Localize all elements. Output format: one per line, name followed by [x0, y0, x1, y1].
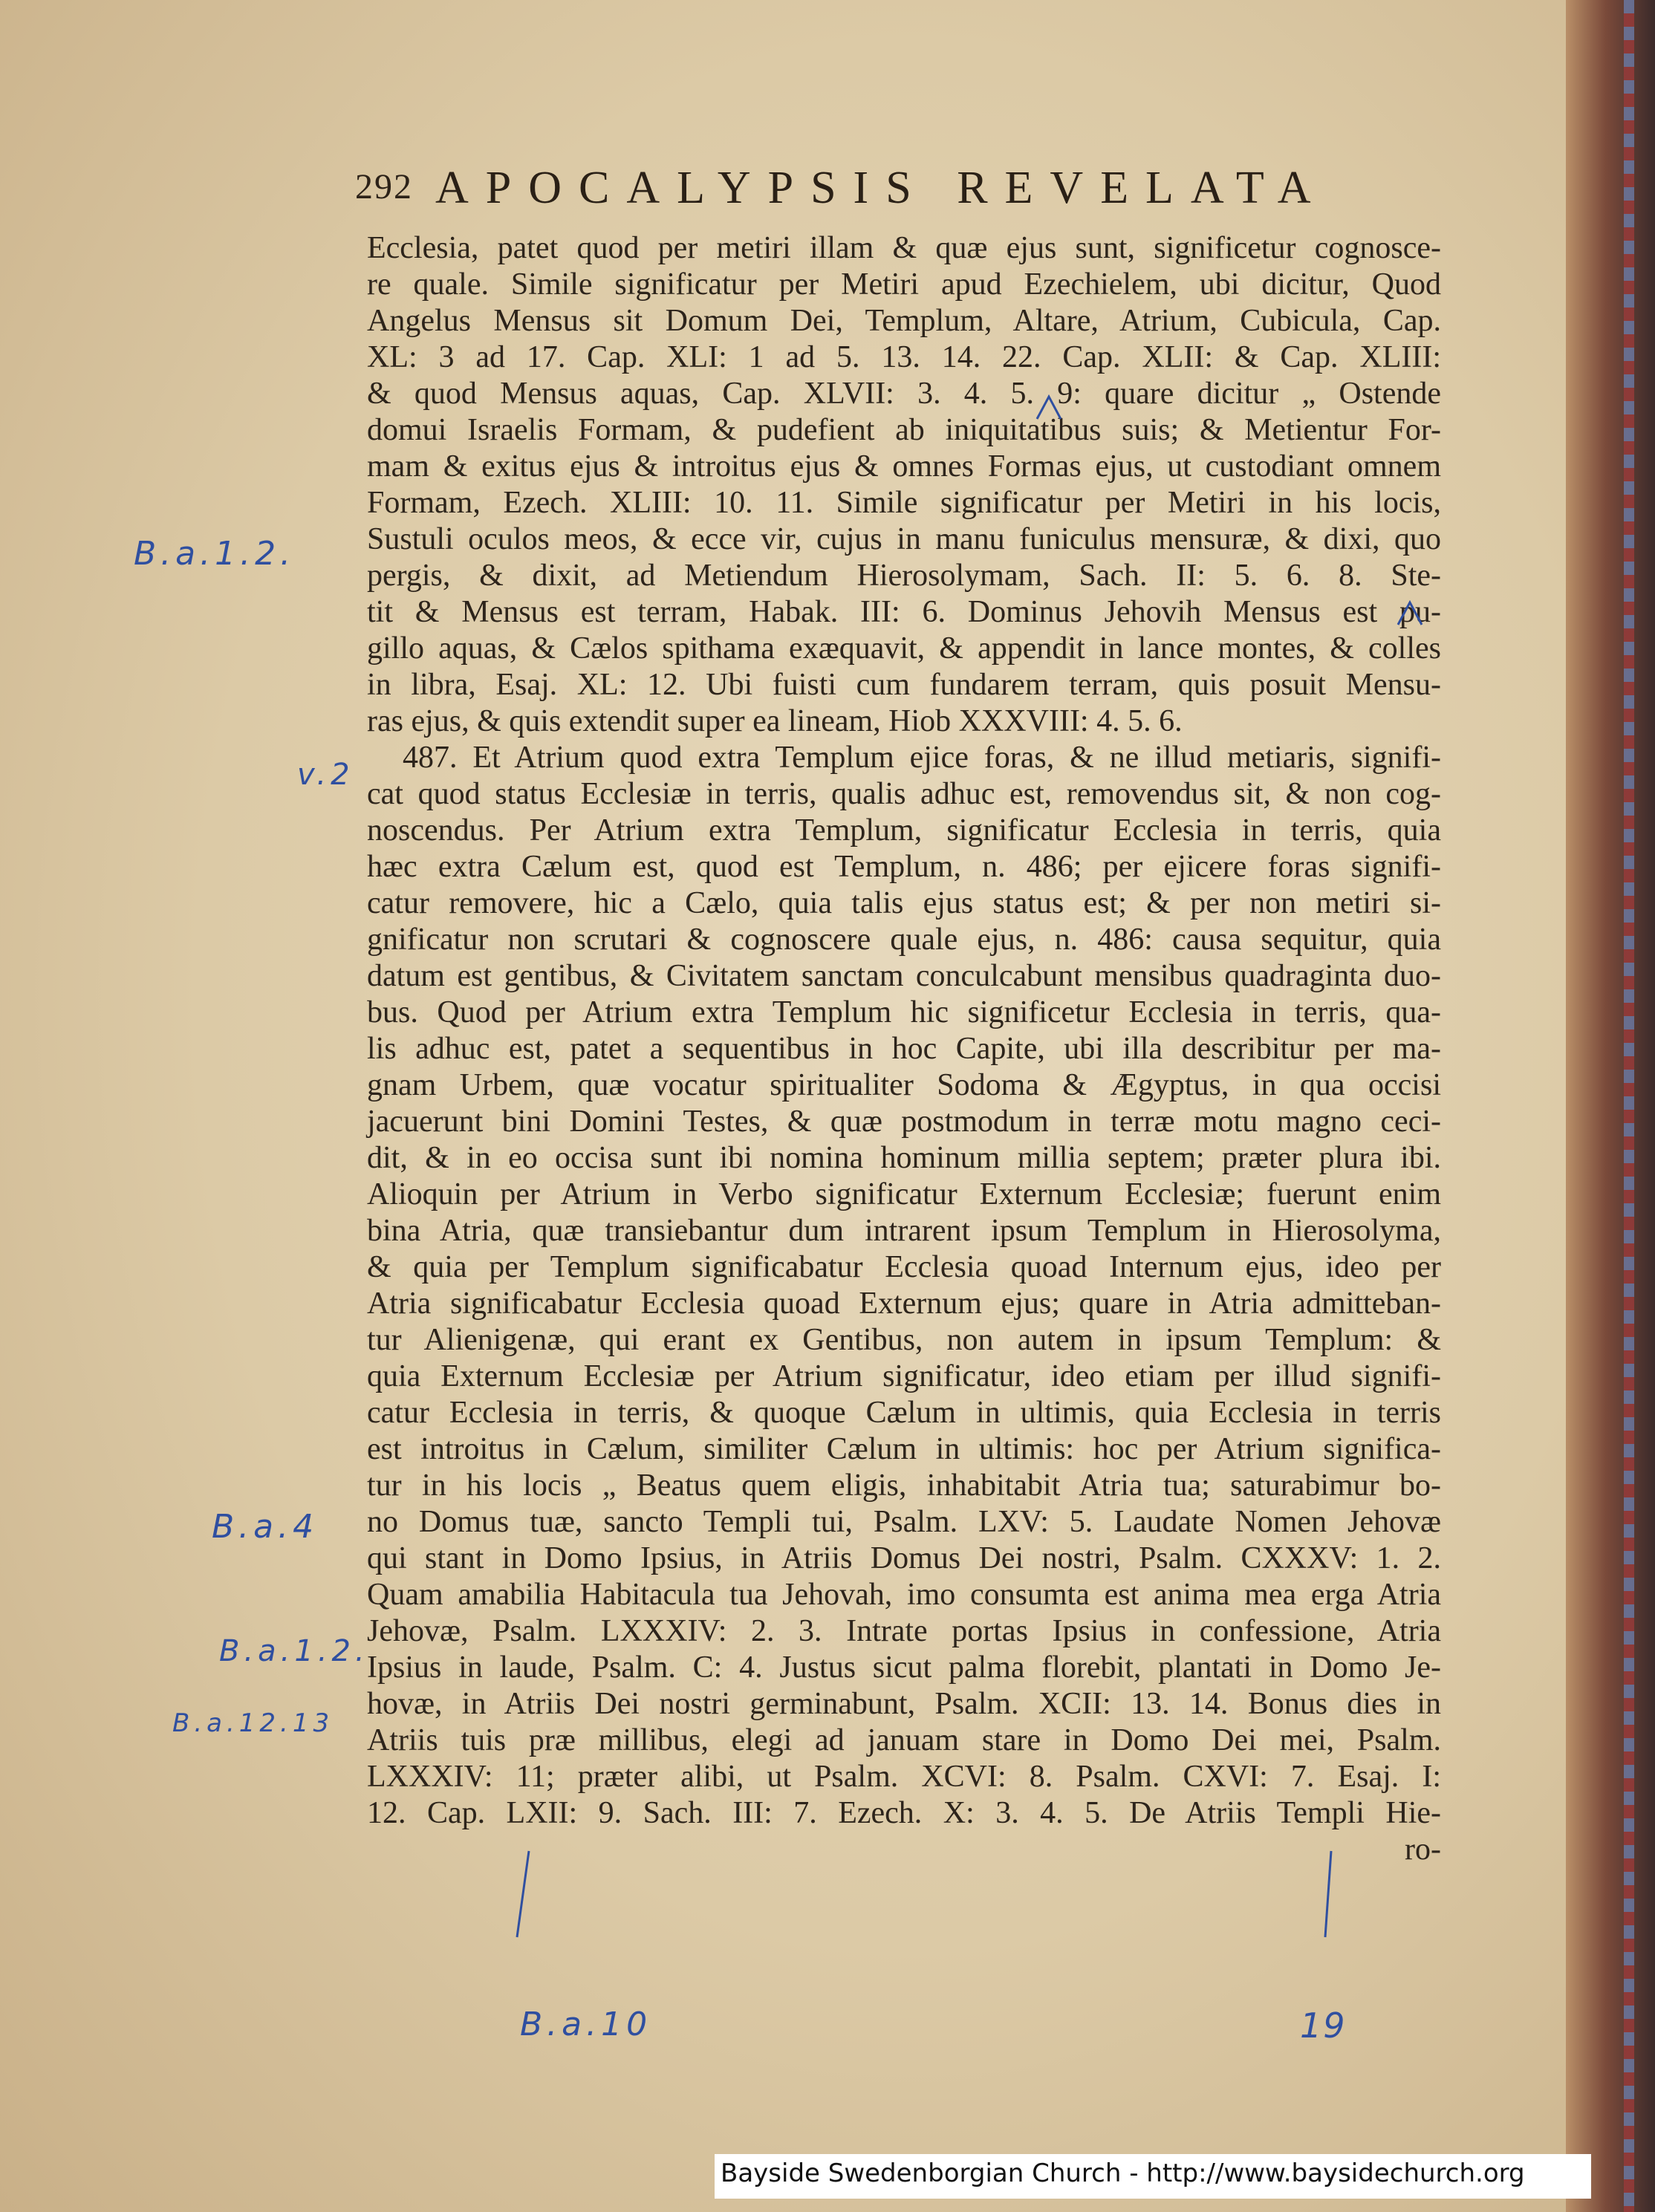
margin-note: B.a.4 — [212, 1508, 319, 1546]
body-text — [367, 230, 1441, 1868]
pencil-caret-mark — [1034, 392, 1064, 422]
text-line: & quod Mensus aquas, Cap. XLVII: 3. 4. 5. 9: quare dicitur „ Ostende — [367, 377, 1441, 411]
text-line: catur Ecclesia in terris, & quoque Cælum in ultimis, quia Ecclesia in terris — [367, 1396, 1441, 1430]
book-spine — [1566, 0, 1655, 2212]
text-line: jacuerunt bini Domini Testes, & quæ postmodum in terræ motu magno ceci- — [367, 1105, 1441, 1139]
text-line: tur Alienigenæ, qui erant ex Gentibus, non autem in ipsum Templum: & — [367, 1323, 1441, 1357]
text-line: Formam, Ezech. XLIII: 10. 11. Simile significatur per Metiri in his locis, — [367, 486, 1441, 520]
footer-credit-bar — [715, 2154, 1591, 2199]
catchword: ro- — [1405, 1832, 1441, 1867]
text-line: tur in his locis „ Beatus quem eligis, inhabitabit Atria tua; saturabimur bo- — [367, 1468, 1441, 1503]
text-line: domui Israelis Formam, & pudefient ab iniquitatibus suis; & Metientur For- — [367, 413, 1441, 447]
text-line: bina Atria, quæ transiebantur dum intrarent ipsum Templum in Hierosolyma, — [367, 1214, 1441, 1248]
text-line: gnam Urbem, quæ vocatur spiritualiter Sodoma & Ægyptus, in qua occisi — [367, 1068, 1441, 1102]
text-line: Atriis tuis præ millibus, elegi ad januam stare in Domo Dei mei, Psalm. — [367, 1723, 1441, 1757]
margin-note: v.2 — [297, 758, 354, 792]
text-line: qui stant in Domo Ipsius, in Atriis Domus Dei nostri, Psalm. CXXXV: 1. 2. — [367, 1541, 1441, 1575]
spine-binding-stripe — [1624, 0, 1634, 2212]
text-line: Ecclesia, patet quod per metiri illam & quæ ejus sunt, significetur cognosce- — [367, 231, 1441, 265]
text-line: noscendus. Per Atrium extra Templum, significatur Ecclesia in terris, quia — [367, 813, 1441, 848]
text-line: datum est gentibus, & Civitatem sanctam conculcabunt mensibus quadraginta duo- — [367, 959, 1441, 993]
text-line: quia Externum Ecclesiæ per Atrium significatur, ideo etiam per illud signifi- — [367, 1359, 1441, 1393]
footer-credit-text: Bayside Swedenborgian Church - http://www.baysidechurch.org — [721, 2159, 1525, 2188]
text-line: 12. Cap. LXII: 9. Sach. III: 7. Ezech. X: 3. 4. 5. De Atriis Templi Hie- — [367, 1796, 1441, 1830]
text-line: mam & exitus ejus & introitus ejus & omnes Formas ejus, ut custodiant omnem — [367, 449, 1441, 484]
page-header — [355, 162, 1425, 214]
text-line: LXXXIV: 11; præter alibi, ut Psalm. XCVI: 8. Psalm. CXVI: 7. Esaj. I: — [367, 1760, 1441, 1794]
text-line: dit, & in eo occisa sunt ibi nomina hominum millia septem; præter plura ibi. — [367, 1141, 1441, 1175]
pencil-stroke-mark — [513, 1850, 535, 1939]
text-line: hæc extra Cælum est, quod est Templum, n. 486; per ejicere foras signifi- — [367, 850, 1441, 884]
text-line: gnificatur non scrutari & cognoscere quale ejus, n. 486: causa sequitur, quia — [367, 923, 1441, 957]
text-line: Sustuli oculos meos, & ecce vir, cujus in manu funiculus mensuræ, & dixi, quo — [367, 522, 1441, 556]
pencil-stroke-mark — [1316, 1850, 1339, 1939]
margin-note: 19 — [1300, 2006, 1347, 2046]
text-line: Ipsius in laude, Psalm. C: 4. Justus sicut palma florebit, plantati in Domo Je- — [367, 1650, 1441, 1685]
text-line: no Domus tuæ, sancto Templi tui, Psalm. LXV: 5. Laudate Nomen Jehovæ — [367, 1505, 1441, 1539]
text-line: pergis, & dixit, ad Metiendum Hierosolymam, Sach. II: 5. 6. 8. Ste- — [367, 559, 1441, 593]
paragraph-start-line: 487. Et Atrium quod extra Templum ejice foras, & ne illud metiaris, signifi- — [403, 741, 1441, 775]
page-number: 292 — [355, 167, 413, 206]
margin-note: B.a.12.13 — [172, 1708, 334, 1738]
text-line: XL: 3 ad 17. Cap. XLI: 1 ad 5. 13. 14. 22. Cap. XLII: & Cap. XLIII: — [367, 340, 1441, 374]
text-line: Alioquin per Atrium in Verbo significatur Externum Ecclesiæ; fuerunt enim — [367, 1177, 1441, 1211]
margin-note: B.a.1.2. — [219, 1634, 369, 1668]
text-line: Angelus Mensus sit Domum Dei, Templum, Altare, Atrium, Cubicula, Cap. — [367, 304, 1441, 338]
running-title: APOCALYPSIS REVELATA — [435, 163, 1328, 213]
margin-note: B.a.1.2. — [134, 535, 296, 573]
text-line: & quia per Templum significabatur Ecclesia quoad Internum ejus, ideo per — [367, 1250, 1441, 1284]
text-line: in libra, Esaj. XL: 12. Ubi fuisti cum fundarem terram, quis posuit Mensu- — [367, 668, 1441, 702]
text-line: bus. Quod per Atrium extra Templum hic significetur Ecclesia in terris, qua- — [367, 995, 1441, 1029]
text-line: cat quod status Ecclesiæ in terris, qualis adhuc est, removendus sit, & non cog- — [367, 777, 1441, 811]
text-line: Quam amabilia Habitacula tua Jehovah, imo consumta est anima mea erga Atria — [367, 1578, 1441, 1612]
text-line: Jehovæ, Psalm. LXXXIV: 2. 3. Intrate portas Ipsius in confessione, Atria — [367, 1614, 1441, 1648]
text-line: gillo aquas, & Cælos spithama exæquavit, & appendit in lance montes, & colles — [367, 631, 1441, 666]
text-line: re quale. Simile significatur per Metiri apud Ezechielem, ubi dicitur, Quod — [367, 267, 1441, 302]
text-line: Atria significabatur Ecclesia quoad Externum ejus; quare in Atria admitteban- — [367, 1286, 1441, 1321]
text-line: ras ejus, & quis extendit super ea lineam, Hiob XXXVIII: 4. 5. 6. — [367, 704, 1183, 738]
margin-note: B.a.10 — [520, 2006, 652, 2043]
text-line: catur removere, hic a Cælo, quia talis ejus status est; & per non metiri si- — [367, 886, 1441, 920]
text-line: lis adhuc est, patet a sequentibus in hoc Capite, ubi illa describitur per ma- — [367, 1032, 1441, 1066]
text-line: hovæ, in Atriis Dei nostri germinabunt, Psalm. XCII: 13. 14. Bonus dies in — [367, 1687, 1441, 1721]
text-line: tit & Mensus est terram, Habak. III: 6. Dominus Jehovih Mensus est pu- — [367, 595, 1441, 629]
pencil-caret-mark — [1395, 598, 1425, 628]
text-line: est introitus in Cælum, similiter Cælum in ultimis: hoc per Atrium significa- — [367, 1432, 1441, 1466]
